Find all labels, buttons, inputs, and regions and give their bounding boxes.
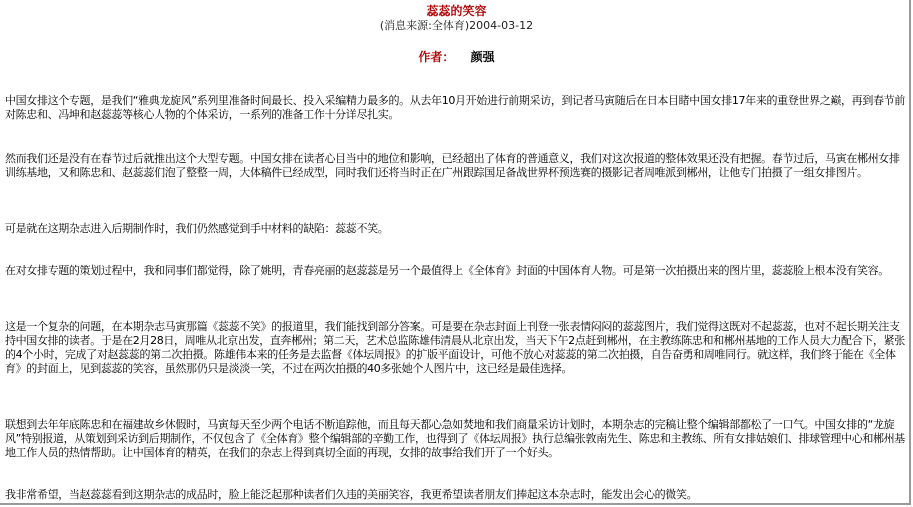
paragraph-text: 我非常希望，当赵蕊蕊看到这期杂志的成品时，脸上能泛起那种读者们久违的美丽笑容，我更希望读者朋友们捧起这本杂志时，能发出会心的微笑。 <box>5 488 698 501</box>
paragraph-text: 这是一个复杂的问题，在本期杂志马寅那篇《蕊蕊不笑》的报道里，我们能找到部分答案。可是要在杂志封面上刊登一张表情闷闷的蕊蕊图片，我们觉得这既对不起蕊蕊，也对不起长期关注支持中国女排的读者。于是在2月28日，周唯从北京出发，直奔郴州；第二天，艺术总监陈雄伟清晨从北京出发，当天下午2点赶到郴州，在主教练陈忠和和郴州基地的工作人员大力配合下，紧张的4个小时，完成了对赵蕊蕊的第二次拍摄。陈雄伟本来的任务是去监督《体坛周报》的扩版平面设计，可他不放心对蕊蕊的第二次拍摄，自告奋勇和周唯同行。就这样，我们终于能在《全体育》的封面上，见到蕊蕊的笑容，虽然那仍只是淡淡一笑，不过在两次拍摄的40多张她个人图片中，这已经是最佳选择。 <box>5 320 905 375</box>
author-name: 颜强 <box>470 50 495 64</box>
paragraph-text: 中国女排这个专题，是我们“雅典龙旋风”系列里准备时间最长、投入采编精力最多的。从去年10月开始进行前期采访，到记者马寅随后在日本目睹中国女排17年来的重登世界之巅，再到春节前对陈忠和、冯坤和赵蕊蕊等核心人物的个体采访，一系列的准备工作十分详尽扎实。 <box>5 94 905 121</box>
paragraph-7 <box>5 488 907 502</box>
author-line <box>0 49 913 65</box>
paragraph-text: 可是就在这期杂志进入后期制作时，我们仍然感觉到手中材料的缺陷：蕊蕊不笑。 <box>5 222 389 235</box>
author-label: 作者： <box>418 50 455 64</box>
paragraph-1 <box>5 94 907 122</box>
article-source: (消息来源:全体育)2004-03-12 <box>379 19 534 32</box>
paragraph-3 <box>5 222 907 236</box>
paragraph-5 <box>5 320 907 376</box>
paragraph-2 <box>5 152 907 180</box>
paragraph-6 <box>5 418 907 460</box>
paragraph-text: 在对女排专题的策划过程中，我和同事们都觉得，除了姚明，青春亮丽的赵蕊蕊是另一个最值得上《全体育》封面的中国体育人物。可是第一次拍摄出来的图片里，蕊蕊脸上根本没有笑容。 <box>5 264 889 277</box>
paragraph-4 <box>5 264 907 278</box>
paragraph-text: 联想到去年年底陈忠和在福建故乡休假时，马寅每天至少两个电话不断追踪他，而且每天都心急如焚地和我们商量采访计划时，本期杂志的完稿让整个编辑部都松了一口气。中国女排的“龙旋风”特别报道，从策划到采访到后期制作，不仅包含了《全体育》整个编辑部的辛勤工作，也得到了《体坛周报》执行总编张敦南先生、陈忠和主教练、所有女排姑娘们、排球管理中心和郴州基地工作人员的热情帮助。让中国体育的精英，在我们的杂志上得到真切全面的再现，女排的故事给我们开了一个好头。 <box>5 418 905 459</box>
paragraph-text: 然而我们还是没有在春节过后就推出这个大型专题。中国女排在读者心目当中的地位和影响，已经超出了体育的普通意义，我们对这次报道的整体效果还没有把握。春节过后，马寅在郴州女排训练基地，又和陈忠和、赵蕊蕊们泡了整整一周，大体稿件已经成型，同时我们还将当时正在广州跟踪国足备战世界杯预选赛的摄影记者周唯派到郴州，让他专门拍摄了一组女排图片。 <box>5 152 900 179</box>
article-title: 蕊蕊的笑容 <box>426 4 487 18</box>
